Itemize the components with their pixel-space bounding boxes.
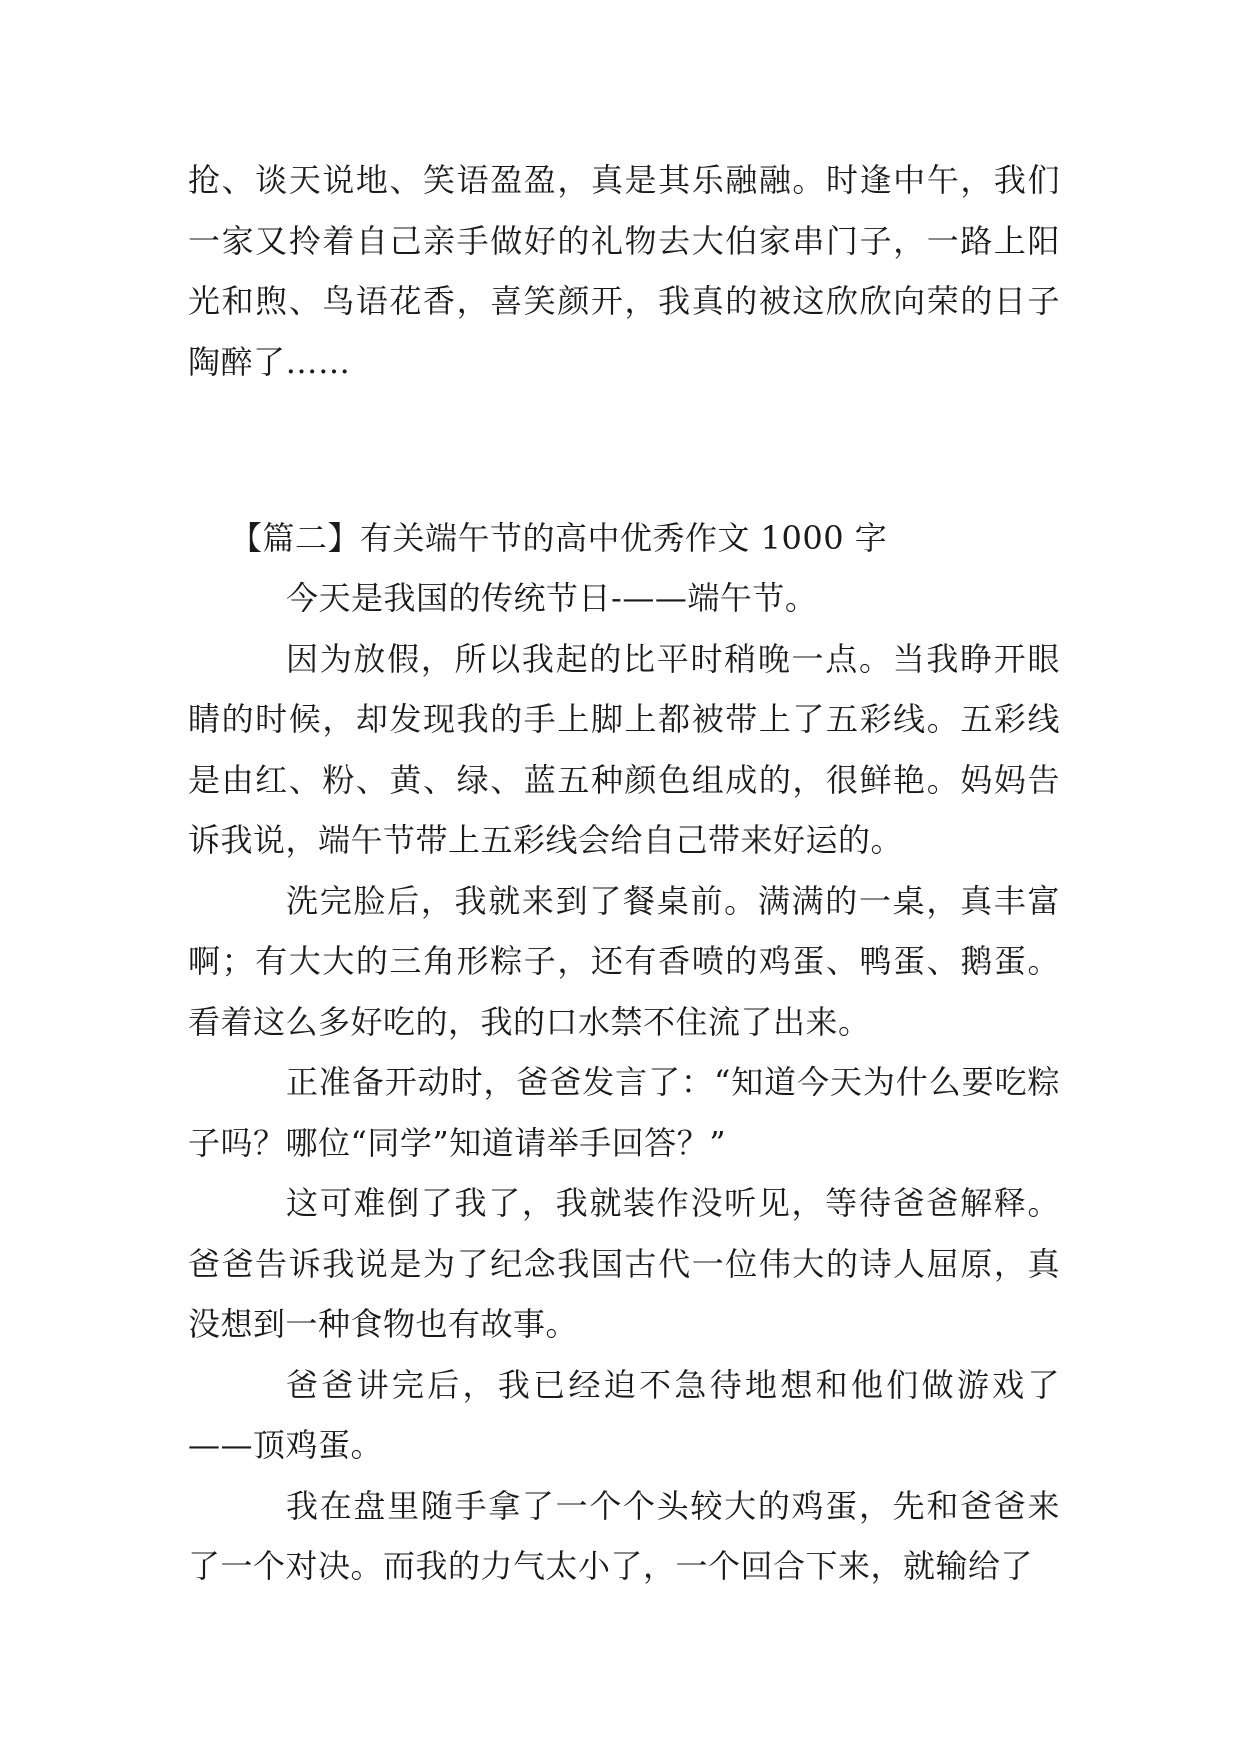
essay-paragraph: 爸爸讲完后，我已经迫不急待地想和他们做游戏了——顶鸡蛋。 [188,1365,1060,1464]
essay-paragraph: 我在盘里随手拿了一个个头较大的鸡蛋，先和爸爸来了一个对决。而我的力气太小了，一个回合下来，就输给了 [188,1486,1060,1585]
essay-paragraph: 因为放假，所以我起的比平时稍晚一点。当我睁开眼睛的时候，却发现我的手上脚上都被带上了五彩线。五彩线是由红、粉、黄、绿、蓝五种颜色组成的，很鲜艳。妈妈告诉我说，端午节带上五彩线会给自己带来好运的。 [188,639,1060,859]
intro-text-block [188,150,1060,392]
essay-paragraph: 这可难倒了我了，我就装作没听见，等待爸爸解释。爸爸告诉我说是为了纪念我国古代一位伟大的诗人屈原，真没想到一种食物也有故事。 [188,1184,1060,1343]
essay-paragraph: 正准备开动时，爸爸发言了：“知道今天为什么要吃粽子吗？哪位“同学”知道请举手回答？” [188,1063,1060,1162]
essay-paragraph: 洗完脸后，我就来到了餐桌前。满满的一桌，真丰富啊；有大大的三角形粽子，还有香喷的鸡蛋、鸭蛋、鹅蛋。看着这么多好吃的，我的口水禁不住流了出来。 [188,881,1060,1041]
intro-paragraph: 抢、谈天说地、笑语盈盈，真是其乐融融。时逢中午，我们一家又拎着自己亲手做好的礼物去大伯家串门子，一路上阳光和煦、鸟语花香，喜笑颜开，我真的被这欣欣向荣的日子陶醉了…… [188,161,1060,381]
essay-body [188,568,1060,1597]
essay-paragraph: 今天是我国的传统节日-——端午节。 [286,579,818,617]
section-heading: 【篇二】有关端午节的高中优秀作文 1000 字 [230,519,888,557]
